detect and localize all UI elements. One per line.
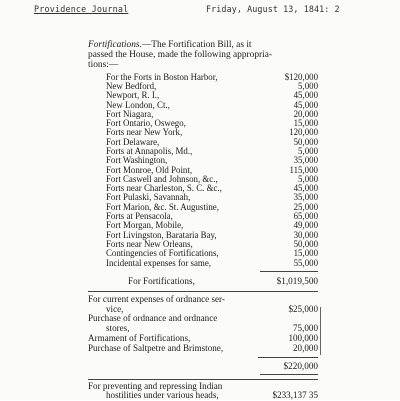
ordnance-total-amount: $220,000	[283, 360, 318, 371]
saltpetre-row: Purchase of Saltpetre and Brimstone, 20,000	[88, 342, 318, 353]
section-divider-2	[88, 379, 318, 380]
section-divider	[88, 291, 318, 292]
list-item: New London, Ct., 45,000	[106, 99, 318, 110]
list-item: Forts at Annapolis, Md., 5,000	[106, 145, 318, 156]
list-item: Fort Delaware, 50,000	[106, 136, 318, 147]
list-item: Incidental expenses for same, 55,000	[106, 257, 318, 268]
fortifications-total-label: For Fortifications,	[128, 275, 195, 286]
list-item: Fort Livingston, Barataria Bay, 30,000	[106, 229, 318, 240]
list-item: Fort Marion, &c. St. Augustine, 25,000	[106, 201, 318, 212]
list-item: Forts near New Orleans, 50,000	[106, 238, 318, 249]
intro-line-2: passed the House, made the following appropria-	[88, 50, 273, 61]
list-item: New Bedford, 5,000	[106, 80, 318, 91]
purchase-line-1: Purchase of ordnance and ordnance	[88, 313, 218, 324]
list-item: Fort Pulaski, Savannah, 35,000	[106, 192, 318, 203]
list-item: Fort Monroe, Old Point, 115,000	[106, 164, 318, 175]
fortifications-article	[88, 40, 318, 401]
indian-section	[88, 382, 318, 401]
indian-amount: $233,137 35	[272, 390, 318, 401]
appropriations-list	[88, 73, 318, 268]
article-title: Fortifications.	[88, 40, 142, 50]
list-item: Forts at Pensacola, 65,000	[106, 211, 318, 222]
list-item: Fort Washington, 35,000	[106, 155, 318, 166]
publication-date: Friday, August 13, 1841: 2	[206, 4, 340, 14]
intro-text-1: —The Fortification Bill, as it	[141, 40, 252, 50]
list-item: Forts near Charleston, S. C. &c., 45,000	[106, 183, 318, 194]
subtotal-rule-area	[88, 268, 318, 275]
list-item: Forts near New York, 120,000	[106, 127, 318, 138]
ordnance-subtotal-rule	[258, 357, 318, 358]
ordnance-amount: $25,000	[288, 303, 318, 314]
armament-row: Armament of Fortifications, 100,000	[88, 333, 318, 344]
list-item: Fort Caswell and Johnson, &c., 5,000	[106, 173, 318, 184]
ordnance-line-2: vice, $25,000	[106, 303, 318, 314]
intro-line-1	[88, 40, 318, 50]
fortifications-total-row	[88, 275, 318, 287]
list-item: For the Forts in Boston Harbor, $120,000	[106, 71, 318, 82]
subtotal-rule	[260, 271, 318, 272]
list-item: Fort Morgan, Mobile, 49,000	[106, 220, 318, 231]
ordnance-line-1: For current expenses of ordnance ser-	[88, 293, 225, 304]
ordnance-total-underline	[260, 374, 318, 375]
indian-line-2: hostilities under various heads, $233,137 35	[106, 390, 318, 401]
armament-amount: 100,000	[288, 333, 318, 344]
indian-line-1: For preventing and repressing Indian	[88, 380, 223, 391]
list-item: Newport, R. I., 45,000	[106, 90, 318, 101]
list-item: Contingencies of Fortifications, 15,000	[106, 248, 318, 259]
list-item: Fort Niagara, 20,000	[106, 108, 318, 119]
ordnance-section	[88, 295, 318, 354]
saltpetre-amount: 20,000	[292, 342, 318, 353]
ordnance-total-row	[88, 360, 318, 372]
fortifications-total-amount: $1,019,500	[276, 275, 318, 286]
purchase-amount: 75,000	[292, 323, 318, 334]
newspaper-source: Providence Journal	[34, 4, 129, 14]
bracket-line	[320, 307, 321, 355]
list-item: Fort Ontario, Oswego, 15,000	[106, 118, 318, 129]
purchase-line-2: stores, 75,000	[106, 323, 318, 334]
intro-line-3: tions:—	[88, 60, 119, 71]
